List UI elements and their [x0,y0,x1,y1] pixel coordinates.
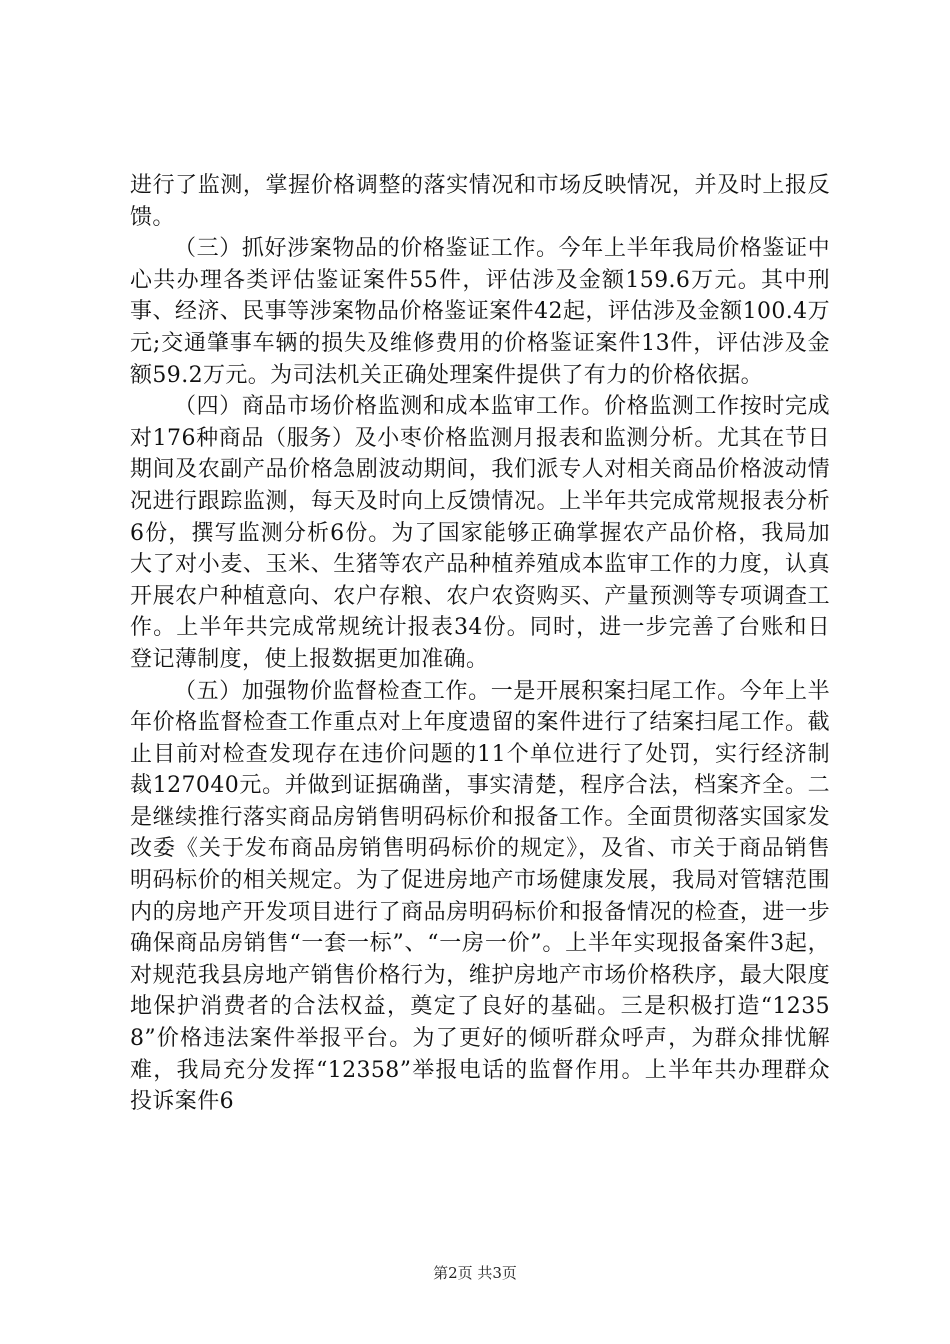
paragraph-section-3: （三）抓好涉案物品的价格鉴证工作。今年上半年我局价格鉴证中心共办理各类评估鉴证案件55件，评估涉及金额159.6万元。其中刑事、经济、民事等涉案物品价格鉴证案件42起，评估涉及金额100.4万元;交通肇事车辆的损失及维修费用的价格鉴证案件13件，评估涉及金额59.2万元。为司法机关正确处理案件提供了有力的价格依据。 [130,236,830,388]
paragraph-continuation: 进行了监测，掌握价格调整的落实情况和市场反映情况，并及时上报反馈。 [130,173,830,230]
paragraph-section-5: （五）加强物价监督检查工作。一是开展积案扫尾工作。今年上半年价格监督检查工作重点对上年度遗留的案件进行了结案扫尾工作。截止目前对检查发现存在违价问题的11个单位进行了处罚，实行经济制裁127040元。并做到证据确凿，事实清楚，程序合法，档案齐全。二是继续推行落实商品房销售明码标价和报备工作。全面贯彻落实国家发改委《关于发布商品房销售明码标价的规定》，及省、市关于商品销售明码标价的相关规定。为了促进房地产市场健康发展，我局对管辖范围内的房地产开发项目进行了商品房明码标价和报备情况的检查，进一步确保商品房销售“一套一标”、“一房一价”。上半年实现报备案件3起，对规范我县房地产销售价格行为，维护房地产市场价格秩序，最大限度地保护消费者的合法权益，奠定了良好的基础。三是积极打造“12358”价格违法案件举报平台。为了更好的倾听群众呼声，为群众排忧解难，我局充分发挥“12358”举报电话的监督作用。上半年共办理群众投诉案件6 [130,678,830,1115]
paragraph-section-4: （四）商品市场价格监测和成本监审工作。价格监测工作按时完成对176种商品（服务）及小枣价格监测月报表和监测分析。尤其在节日期间及农副产品价格急剧波动期间，我们派专人对相关商品价格波动情况进行跟踪监测，每天及时向上反馈情况。上半年共完成常规报表分析6份，撰写监测分析6份。为了国家能够正确掌握农产品价格，我局加大了对小麦、玉米、生猪等农产品种植养殖成本监审工作的力度，认真开展农户种植意向、农户存粮、农户农资购买、产量预测等专项调查工作。上半年共完成常规统计报表34份。同时，进一步完善了台账和日登记薄制度，使上报数据更加准确。 [130,394,830,672]
document-body [130,170,830,1118]
page-number-footer: 第2页 共3页 [433,1264,517,1282]
